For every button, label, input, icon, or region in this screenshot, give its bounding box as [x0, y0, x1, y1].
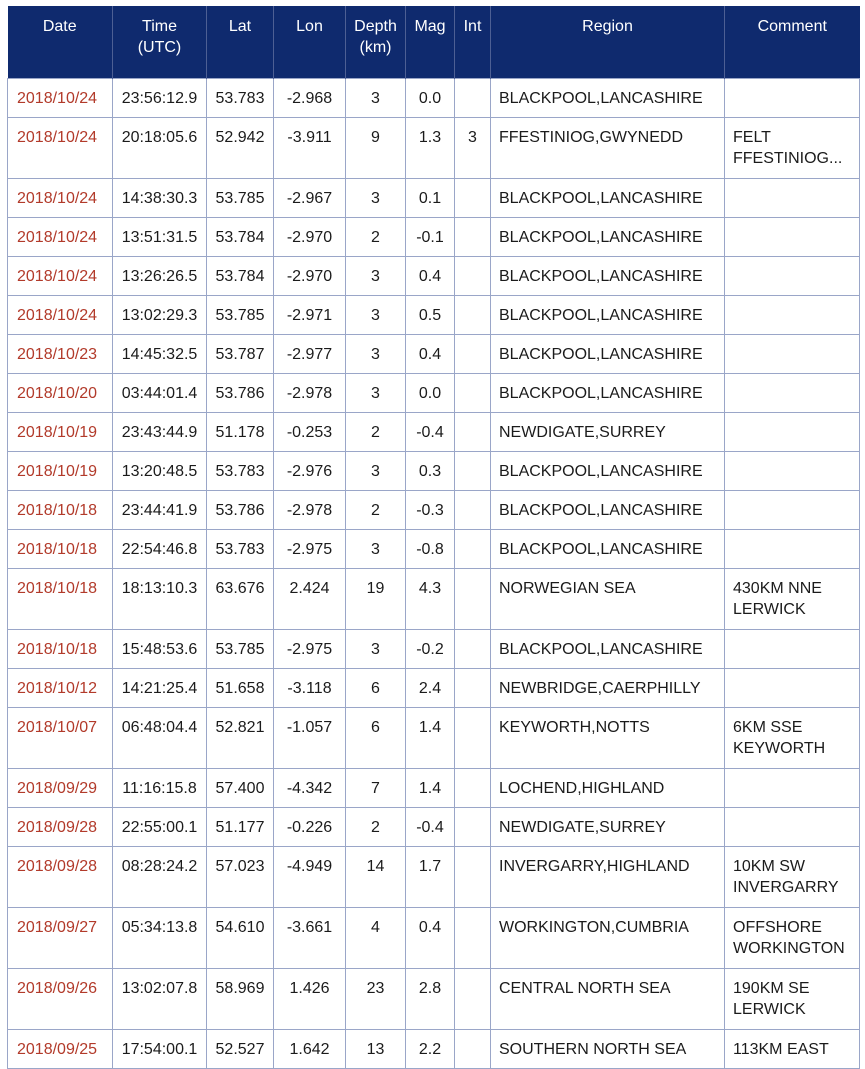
- comment-cell: [725, 452, 860, 491]
- lon-cell: -2.977: [274, 335, 346, 374]
- region-cell: BLACKPOOL,LANCASHIRE: [491, 257, 725, 296]
- intensity-cell: [455, 669, 491, 708]
- table-row[interactable]: [8, 569, 860, 630]
- lon-cell: -2.970: [274, 257, 346, 296]
- time-cell: 17:54:00.1: [113, 1030, 207, 1069]
- lon-cell: -2.975: [274, 530, 346, 569]
- intensity-cell: [455, 335, 491, 374]
- region-cell: BLACKPOOL,LANCASHIRE: [491, 530, 725, 569]
- region-cell: INVERGARRY,HIGHLAND: [491, 847, 725, 908]
- date-cell[interactable]: 2018/10/24: [8, 296, 113, 335]
- lon-cell: -2.978: [274, 491, 346, 530]
- table-row[interactable]: [8, 79, 860, 118]
- intensity-cell: [455, 908, 491, 969]
- mag-cell: 1.4: [406, 769, 455, 808]
- comment-line-1: OFFSHORE: [733, 919, 822, 936]
- table-row[interactable]: [8, 847, 860, 908]
- lat-cell: 53.786: [207, 491, 274, 530]
- lat-cell: 53.786: [207, 374, 274, 413]
- time-cell: 18:13:10.3: [113, 569, 207, 630]
- intensity-cell: [455, 413, 491, 452]
- mag-cell: -0.2: [406, 630, 455, 669]
- table-row[interactable]: [8, 530, 860, 569]
- lat-cell: 54.610: [207, 908, 274, 969]
- mag-cell: 0.4: [406, 908, 455, 969]
- lon-cell: -0.253: [274, 413, 346, 452]
- region-cell: CENTRAL NORTH SEA: [491, 969, 725, 1030]
- lat-cell: 51.177: [207, 808, 274, 847]
- time-cell: 05:34:13.8: [113, 908, 207, 969]
- comment-cell: [725, 808, 860, 847]
- table-row[interactable]: [8, 257, 860, 296]
- comment-line-1: 430KM NNE: [733, 580, 822, 597]
- time-cell: 14:21:25.4: [113, 669, 207, 708]
- column-header-mag-label: Mag: [414, 18, 446, 35]
- table-row[interactable]: [8, 1030, 860, 1069]
- depth-cell: 3: [346, 335, 406, 374]
- mag-cell: -0.4: [406, 413, 455, 452]
- comment-cell: [725, 374, 860, 413]
- time-cell: 15:48:53.6: [113, 630, 207, 669]
- lat-cell: 53.787: [207, 335, 274, 374]
- depth-cell: 6: [346, 669, 406, 708]
- intensity-cell: [455, 257, 491, 296]
- date-cell[interactable]: 2018/10/24: [8, 218, 113, 257]
- column-header-region-label: Region: [582, 18, 633, 35]
- lon-cell: -3.118: [274, 669, 346, 708]
- column-header-int[interactable]: [455, 6, 491, 79]
- comment-cell: [725, 179, 860, 218]
- comment-cell: [725, 491, 860, 530]
- intensity-cell: [455, 630, 491, 669]
- region-cell: LOCHEND,HIGHLAND: [491, 769, 725, 808]
- lat-cell: 63.676: [207, 569, 274, 630]
- region-cell: NEWDIGATE,SURREY: [491, 413, 725, 452]
- date-cell[interactable]: 2018/09/25: [8, 1030, 113, 1069]
- depth-cell: 4: [346, 908, 406, 969]
- comment-cell: [725, 630, 860, 669]
- depth-cell: 19: [346, 569, 406, 630]
- column-header-depth[interactable]: [346, 6, 406, 79]
- lon-cell: -2.968: [274, 79, 346, 118]
- date-cell[interactable]: 2018/10/24: [8, 118, 113, 179]
- date-cell[interactable]: 2018/09/27: [8, 908, 113, 969]
- comment-cell: [725, 257, 860, 296]
- depth-cell: 3: [346, 374, 406, 413]
- mag-cell: 0.4: [406, 257, 455, 296]
- lon-cell: -2.970: [274, 218, 346, 257]
- time-cell: 06:48:04.4: [113, 708, 207, 769]
- intensity-cell: [455, 452, 491, 491]
- comment-cell: [725, 530, 860, 569]
- region-cell: BLACKPOOL,LANCASHIRE: [491, 335, 725, 374]
- date-cell[interactable]: 2018/09/26: [8, 969, 113, 1030]
- mag-cell: 1.4: [406, 708, 455, 769]
- comment-line-1: 6KM SSE: [733, 719, 803, 736]
- lon-cell: -2.971: [274, 296, 346, 335]
- table-row[interactable]: [8, 908, 860, 969]
- lon-cell: -1.057: [274, 708, 346, 769]
- mag-cell: 4.3: [406, 569, 455, 630]
- table-row[interactable]: [8, 969, 860, 1030]
- lat-cell: 53.783: [207, 452, 274, 491]
- lat-cell: 53.784: [207, 218, 274, 257]
- lat-cell: 57.400: [207, 769, 274, 808]
- date-cell[interactable]: 2018/09/28: [8, 808, 113, 847]
- date-cell[interactable]: 2018/10/24: [8, 179, 113, 218]
- column-header-date[interactable]: [8, 6, 113, 79]
- comment-line-2: KEYWORTH: [733, 740, 826, 757]
- comment-line-2: WORKINGTON: [733, 940, 845, 957]
- date-cell[interactable]: 2018/10/18: [8, 630, 113, 669]
- date-cell[interactable]: 2018/10/18: [8, 569, 113, 630]
- table-body: [8, 79, 860, 1069]
- lon-cell: -4.949: [274, 847, 346, 908]
- intensity-cell: [455, 530, 491, 569]
- lon-cell: -2.975: [274, 630, 346, 669]
- table-row[interactable]: [8, 769, 860, 808]
- region-cell: BLACKPOOL,LANCASHIRE: [491, 296, 725, 335]
- region-cell: NEWDIGATE,SURREY: [491, 808, 725, 847]
- intensity-cell: [455, 569, 491, 630]
- lat-cell: 52.821: [207, 708, 274, 769]
- depth-cell: 2: [346, 808, 406, 847]
- column-header-time-unit: (UTC): [137, 39, 182, 56]
- column-header-lon-label: Lon: [296, 18, 323, 35]
- region-cell: BLACKPOOL,LANCASHIRE: [491, 374, 725, 413]
- mag-cell: 0.0: [406, 79, 455, 118]
- mag-cell: 2.8: [406, 969, 455, 1030]
- comment-cell: [725, 118, 860, 179]
- intensity-cell: [455, 296, 491, 335]
- lon-cell: 2.424: [274, 569, 346, 630]
- mag-cell: -0.3: [406, 491, 455, 530]
- comment-line-2: INVERGARRY: [733, 879, 839, 896]
- date-cell[interactable]: 2018/10/24: [8, 79, 113, 118]
- mag-cell: 1.7: [406, 847, 455, 908]
- comment-cell: [725, 969, 860, 1030]
- comment-cell: [725, 218, 860, 257]
- region-cell: BLACKPOOL,LANCASHIRE: [491, 79, 725, 118]
- lat-cell: 53.785: [207, 296, 274, 335]
- column-header-depth-unit: (km): [359, 39, 392, 56]
- table-row[interactable]: [8, 630, 860, 669]
- intensity-cell: 3: [455, 118, 491, 179]
- column-header-lat-label: Lat: [228, 18, 252, 35]
- comment-cell: [725, 569, 860, 630]
- depth-cell: 2: [346, 491, 406, 530]
- table-row[interactable]: [8, 491, 860, 530]
- column-header-time-label: Time: [142, 18, 177, 35]
- mag-cell: -0.1: [406, 218, 455, 257]
- lon-cell: -4.342: [274, 769, 346, 808]
- comment-line-2: FFESTINIOG...: [733, 150, 843, 167]
- mag-cell: 0.5: [406, 296, 455, 335]
- column-header-region[interactable]: [491, 6, 725, 79]
- column-header-int-label: Int: [463, 18, 482, 35]
- intensity-cell: [455, 491, 491, 530]
- comment-line-1: 190KM SE: [733, 980, 810, 997]
- lon-cell: 1.642: [274, 1030, 346, 1069]
- time-cell: 23:44:41.9: [113, 491, 207, 530]
- column-header-comment[interactable]: [725, 6, 860, 79]
- lat-cell: 53.785: [207, 630, 274, 669]
- date-cell[interactable]: 2018/10/19: [8, 413, 113, 452]
- intensity-cell: [455, 769, 491, 808]
- comment-cell: [725, 413, 860, 452]
- region-cell: FFESTINIOG,GWYNEDD: [491, 118, 725, 179]
- date-cell[interactable]: 2018/10/19: [8, 452, 113, 491]
- comment-cell: [725, 296, 860, 335]
- depth-cell: 14: [346, 847, 406, 908]
- table-row[interactable]: [8, 335, 860, 374]
- lon-cell: -2.967: [274, 179, 346, 218]
- lat-cell: 57.023: [207, 847, 274, 908]
- mag-cell: 0.3: [406, 452, 455, 491]
- mag-cell: 0.0: [406, 374, 455, 413]
- time-cell: 03:44:01.4: [113, 374, 207, 413]
- region-cell: NEWBRIDGE,CAERPHILLY: [491, 669, 725, 708]
- time-cell: 13:02:07.8: [113, 969, 207, 1030]
- lat-cell: 51.178: [207, 413, 274, 452]
- header-row: [8, 6, 860, 79]
- comment-cell: [725, 847, 860, 908]
- depth-cell: 6: [346, 708, 406, 769]
- lat-cell: 53.783: [207, 530, 274, 569]
- region-cell: WORKINGTON,CUMBRIA: [491, 908, 725, 969]
- region-cell: BLACKPOOL,LANCASHIRE: [491, 452, 725, 491]
- comment-cell: [725, 669, 860, 708]
- table-row[interactable]: [8, 218, 860, 257]
- lat-cell: 52.942: [207, 118, 274, 179]
- time-cell: 13:02:29.3: [113, 296, 207, 335]
- intensity-cell: [455, 847, 491, 908]
- depth-cell: 9: [346, 118, 406, 179]
- intensity-cell: [455, 79, 491, 118]
- table-row[interactable]: [8, 179, 860, 218]
- region-cell: KEYWORTH,NOTTS: [491, 708, 725, 769]
- time-cell: 22:54:46.8: [113, 530, 207, 569]
- column-header-lat[interactable]: [207, 6, 274, 79]
- lon-cell: 1.426: [274, 969, 346, 1030]
- time-cell: 14:45:32.5: [113, 335, 207, 374]
- time-cell: 13:26:26.5: [113, 257, 207, 296]
- table-row[interactable]: [8, 413, 860, 452]
- table-row[interactable]: [8, 669, 860, 708]
- intensity-cell: [455, 218, 491, 257]
- column-header-mag[interactable]: [406, 6, 455, 79]
- depth-cell: 2: [346, 218, 406, 257]
- table-row[interactable]: [8, 452, 860, 491]
- mag-cell: 0.4: [406, 335, 455, 374]
- lat-cell: 58.969: [207, 969, 274, 1030]
- time-cell: 13:20:48.5: [113, 452, 207, 491]
- lon-cell: -3.911: [274, 118, 346, 179]
- comment-line-1: 10KM SW: [733, 858, 806, 875]
- comment-cell: [725, 335, 860, 374]
- time-cell: 14:38:30.3: [113, 179, 207, 218]
- depth-cell: 3: [346, 79, 406, 118]
- time-cell: 08:28:24.2: [113, 847, 207, 908]
- lat-cell: 51.658: [207, 669, 274, 708]
- time-cell: 13:51:31.5: [113, 218, 207, 257]
- region-cell: BLACKPOOL,LANCASHIRE: [491, 218, 725, 257]
- table-row[interactable]: [8, 808, 860, 847]
- region-cell: NORWEGIAN SEA: [491, 569, 725, 630]
- time-cell: 23:43:44.9: [113, 413, 207, 452]
- table-row[interactable]: [8, 708, 860, 769]
- lat-cell: 53.783: [207, 79, 274, 118]
- column-header-lon[interactable]: [274, 6, 346, 79]
- mag-cell: -0.8: [406, 530, 455, 569]
- lon-cell: -2.976: [274, 452, 346, 491]
- lat-cell: 52.527: [207, 1030, 274, 1069]
- region-cell: BLACKPOOL,LANCASHIRE: [491, 630, 725, 669]
- depth-cell: 7: [346, 769, 406, 808]
- depth-cell: 3: [346, 630, 406, 669]
- region-cell: BLACKPOOL,LANCASHIRE: [491, 179, 725, 218]
- lat-cell: 53.785: [207, 179, 274, 218]
- lon-cell: -0.226: [274, 808, 346, 847]
- comment-line-2: LERWICK: [733, 601, 806, 618]
- date-cell[interactable]: 2018/10/23: [8, 335, 113, 374]
- region-cell: BLACKPOOL,LANCASHIRE: [491, 491, 725, 530]
- time-cell: 20:18:05.6: [113, 118, 207, 179]
- mag-cell: 0.1: [406, 179, 455, 218]
- column-header-comment-label: Comment: [757, 18, 827, 35]
- date-cell[interactable]: 2018/10/07: [8, 708, 113, 769]
- date-cell[interactable]: 2018/10/18: [8, 530, 113, 569]
- lat-cell: 53.784: [207, 257, 274, 296]
- intensity-cell: [455, 969, 491, 1030]
- depth-cell: 13: [346, 1030, 406, 1069]
- intensity-cell: [455, 708, 491, 769]
- comment-cell: [725, 769, 860, 808]
- mag-cell: 1.3: [406, 118, 455, 179]
- mag-cell: -0.4: [406, 808, 455, 847]
- time-cell: 23:56:12.9: [113, 79, 207, 118]
- column-header-time[interactable]: [113, 6, 207, 79]
- depth-cell: 23: [346, 969, 406, 1030]
- column-header-depth-label: Depth: [354, 18, 397, 35]
- comment-line-1: FELT: [733, 129, 771, 146]
- intensity-cell: [455, 179, 491, 218]
- comment-line-1: 113KM EAST: [733, 1041, 829, 1058]
- earthquake-table: [7, 6, 860, 1069]
- time-cell: 22:55:00.1: [113, 808, 207, 847]
- intensity-cell: [455, 374, 491, 413]
- comment-cell: [725, 908, 860, 969]
- column-header-date-label: Date: [42, 18, 77, 35]
- depth-cell: 3: [346, 257, 406, 296]
- table-row[interactable]: [8, 374, 860, 413]
- depth-cell: 3: [346, 296, 406, 335]
- depth-cell: 3: [346, 179, 406, 218]
- mag-cell: 2.4: [406, 669, 455, 708]
- date-cell[interactable]: 2018/09/29: [8, 769, 113, 808]
- comment-cell: [725, 1030, 860, 1069]
- date-cell[interactable]: 2018/10/18: [8, 491, 113, 530]
- intensity-cell: [455, 1030, 491, 1069]
- time-cell: 11:16:15.8: [113, 769, 207, 808]
- intensity-cell: [455, 808, 491, 847]
- date-cell[interactable]: 2018/10/20: [8, 374, 113, 413]
- date-cell[interactable]: 2018/10/12: [8, 669, 113, 708]
- comment-cell: [725, 708, 860, 769]
- table-row[interactable]: [8, 118, 860, 179]
- table-row[interactable]: [8, 296, 860, 335]
- depth-cell: 2: [346, 413, 406, 452]
- depth-cell: 3: [346, 530, 406, 569]
- date-cell[interactable]: 2018/09/28: [8, 847, 113, 908]
- lon-cell: -3.661: [274, 908, 346, 969]
- mag-cell: 2.2: [406, 1030, 455, 1069]
- region-cell: SOUTHERN NORTH SEA: [491, 1030, 725, 1069]
- depth-cell: 3: [346, 452, 406, 491]
- date-cell[interactable]: 2018/10/24: [8, 257, 113, 296]
- comment-cell: [725, 79, 860, 118]
- lon-cell: -2.978: [274, 374, 346, 413]
- comment-line-2: LERWICK: [733, 1001, 806, 1018]
- table-header: [8, 6, 860, 79]
